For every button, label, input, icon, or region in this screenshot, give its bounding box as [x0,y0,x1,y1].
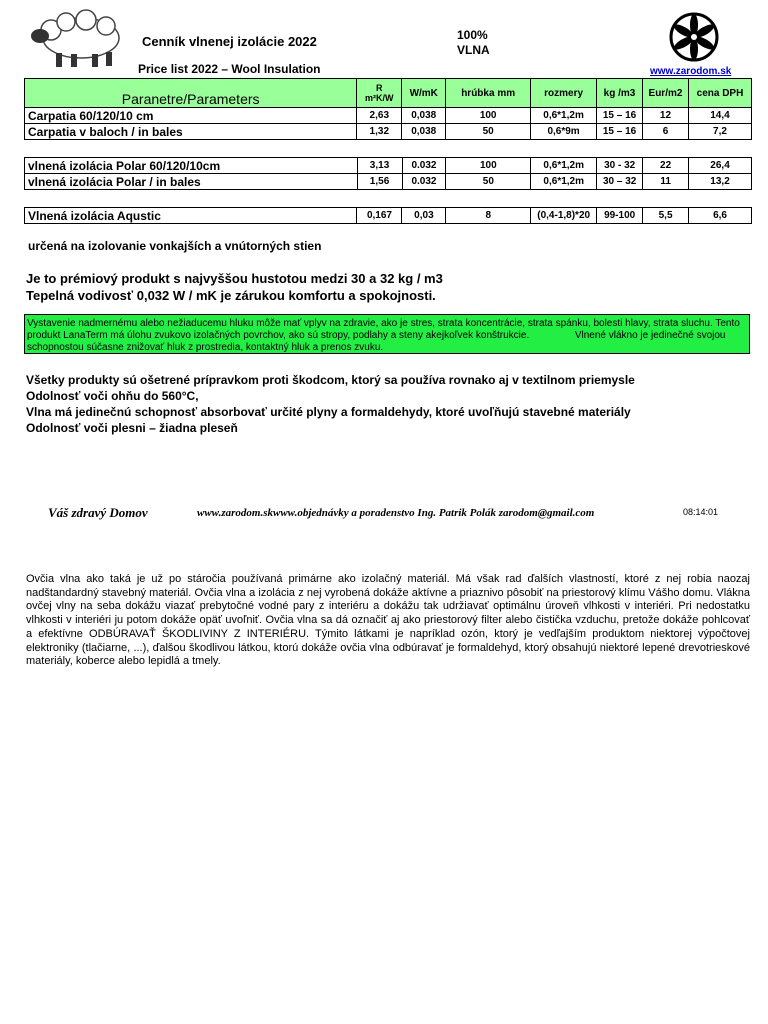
header-r [357,79,402,108]
cell-eur: 12 [643,108,689,124]
cell-eur: 22 [643,158,689,174]
header-wmk: W/mK [402,79,446,108]
cell-thickness: 8 [446,208,531,224]
wool-percent [457,28,490,58]
cell-wmk: 0.032 [402,174,446,190]
cell-price: 6,6 [689,208,752,224]
cell-eur: 11 [643,174,689,190]
pct-line2: VLNA [457,43,490,57]
pct-line1: 100% [457,28,488,42]
row-name: vlnená izolácia Polar / in bales [25,174,358,190]
footer-contact: www.zarodom.skwww.objednávky a poradenstvo Ing. Patrik Polák zarodom@gmail.com [197,507,595,519]
footer-slogan: Váš zdravý Domov [48,505,148,520]
header-parameters: Paranetre/Parameters [25,79,357,108]
cell-dimensions: 0,6*1,2m [531,158,597,174]
property-item: Odolnosť voči ohňu do 560°C, [26,389,199,403]
cell-eur: 6 [643,124,689,140]
title-en: Price list 2022 – Wool Insulation [138,62,321,76]
header-density: kg /m3 [597,79,643,108]
properties-list [26,372,635,436]
usage-line: určená na izolovanie vonkajších a vnútorných stien [28,239,322,253]
noise-info-text-1: Vystavenie nadmernému alebo nežiaducemu hluku môže mať vplyv na zdravie, ako je stres, strata koncentrácie, strata spánku, bolesti hlavy, strata sluchu. Tento produkt LanaTerm má úlohu zvukovo izolačných povrchov, ako sú stropy, podlahy a steny akejkoľvek konštrukcie. [27,318,740,341]
header-r-line1: R [376,83,383,93]
noise-info-box [24,314,750,354]
cell-price: 26,4 [689,158,752,174]
footer-time: 08:14:01 [683,507,719,517]
cell-thickness: 100 [446,108,531,124]
cell-r: 0,167 [357,208,402,224]
cell-dimensions: (0,4-1,8)*20 [531,208,597,224]
table-header-row [25,79,752,108]
cell-density: 99-100 [597,208,643,224]
website-link[interactable]: www.zarodom.sk [650,66,732,77]
cell-price: 14,4 [688,108,751,124]
property-item: Vlna má jedinečnú schopnosť absorbovať určité plyny a formaldehydy, ktoré uvoľňujú stavebné materiály [26,405,631,419]
cell-dimensions: 0,6*1,2m [531,174,597,190]
row-name: Carpatia v baloch / in bales [25,124,357,140]
property-item: Všetky produkty sú ošetrené prípravkom proti škodcom, ktorý sa používa rovnako aj v textilnom priemysle [26,373,635,387]
wool-description: Ovčia vlna ako taká je už po stáročia používaná primárne ako izolačný materiál. Má však rad ďalších vlastností, ktoré z nej robia naozaj nadštandardný stavebný materiál. Ovčia vlna a izolácia z nej vyrobená dokáže aktívne a priaznivo pôsobiť na priestorový klímu Vášho domu. Vlákna ovčej vlny na seba dokážu viazať prebytočné vodné pary z interiéru a dokážu tak udržiavať optimálnu úroveň vlhkosti v interiéri. Pri nedostatku vlhkosti v interiéri ju potom dokáže opäť uvoľniť. Ovčia vlna sa dá označiť aj ako priestorový filter alebo čistička vzduchu, pretože dokáže pohlcovať a efektívne ODBÚRAVAŤ ŠKODLIVINY Z INTERIÉRU. Týmito látkami je napríklad ozón, ktorý je vedľajším produktom niektorej výpočtovej elektroniky (tlačiarne, ...), ďalšou škodlivou látkou, ktorú dokáže ovčia vlna odbúravať je formaldehyd, ktorý obsahujú niektoré lepené drevotrieskové materiály, koberce alebo lepidlá a tmely. [26,573,750,668]
cell-r: 1,56 [357,174,402,190]
property-item: Odolnosť voči plesni – žiadna pleseň [26,421,238,435]
cell-density: 15 – 16 [597,124,643,140]
cell-price: 7,2 [688,124,751,140]
premium-text [26,270,443,304]
cell-dimensions: 0,6*1,2m [531,108,597,124]
header-dimensions: rozmery [531,79,597,108]
cell-wmk: 0,03 [402,208,446,224]
cell-dimensions: 0,6*9m [531,124,597,140]
premium-line-1: Je to prémiový produkt s najvyššou hustotou medzi 30 a 32 kg / m3 [26,271,443,286]
cell-r: 1,32 [357,124,402,140]
cell-thickness: 100 [446,158,531,174]
cell-thickness: 50 [446,124,531,140]
table-row [25,124,752,140]
row-name: vlnená izolácia Polar 60/120/10cm [25,158,358,174]
cell-density: 15 – 16 [597,108,643,124]
price-table-aqustic [24,207,752,224]
header-r-line2: m²K/W [365,93,394,103]
cell-r: 2,63 [357,108,402,124]
cell-wmk: 0.032 [402,158,446,174]
row-name: Carpatia 60/120/10 cm [25,108,357,124]
noise-info-text-2: Vlnené vlákno je jedinečné svojou schopnostou súčasne znižovať hluk z prostredia, kontaktný hluk a prenos zvuku. [27,330,726,353]
price-table [24,78,752,140]
sheep-icon [26,8,126,70]
cell-density: 30 - 32 [597,158,643,174]
header-price: cena DPH [688,79,751,108]
title-sk: Cenník vlnenej izolácie 2022 [142,34,317,49]
cell-thickness: 50 [446,174,531,190]
cell-wmk: 0,038 [402,108,446,124]
table-row [25,108,752,124]
header-thickness: hrúbka mm [446,79,531,108]
cell-eur: 5,5 [643,208,689,224]
price-table-polar [24,157,752,190]
row-name: Vlnená izolácia Aqustic [25,208,357,224]
header-eur: Eur/m2 [643,79,689,108]
table-row [25,158,752,174]
cell-wmk: 0,038 [402,124,446,140]
cell-r: 3,13 [357,158,402,174]
cell-density: 30 – 32 [597,174,643,190]
premium-line-2: Tepelná vodivosť 0,032 W / mK je zárukou komfortu a spokojnosti. [26,288,436,303]
table-row [25,208,752,224]
flower-of-life-logo [666,12,722,62]
table-row [25,174,752,190]
cell-price: 13,2 [689,174,752,190]
